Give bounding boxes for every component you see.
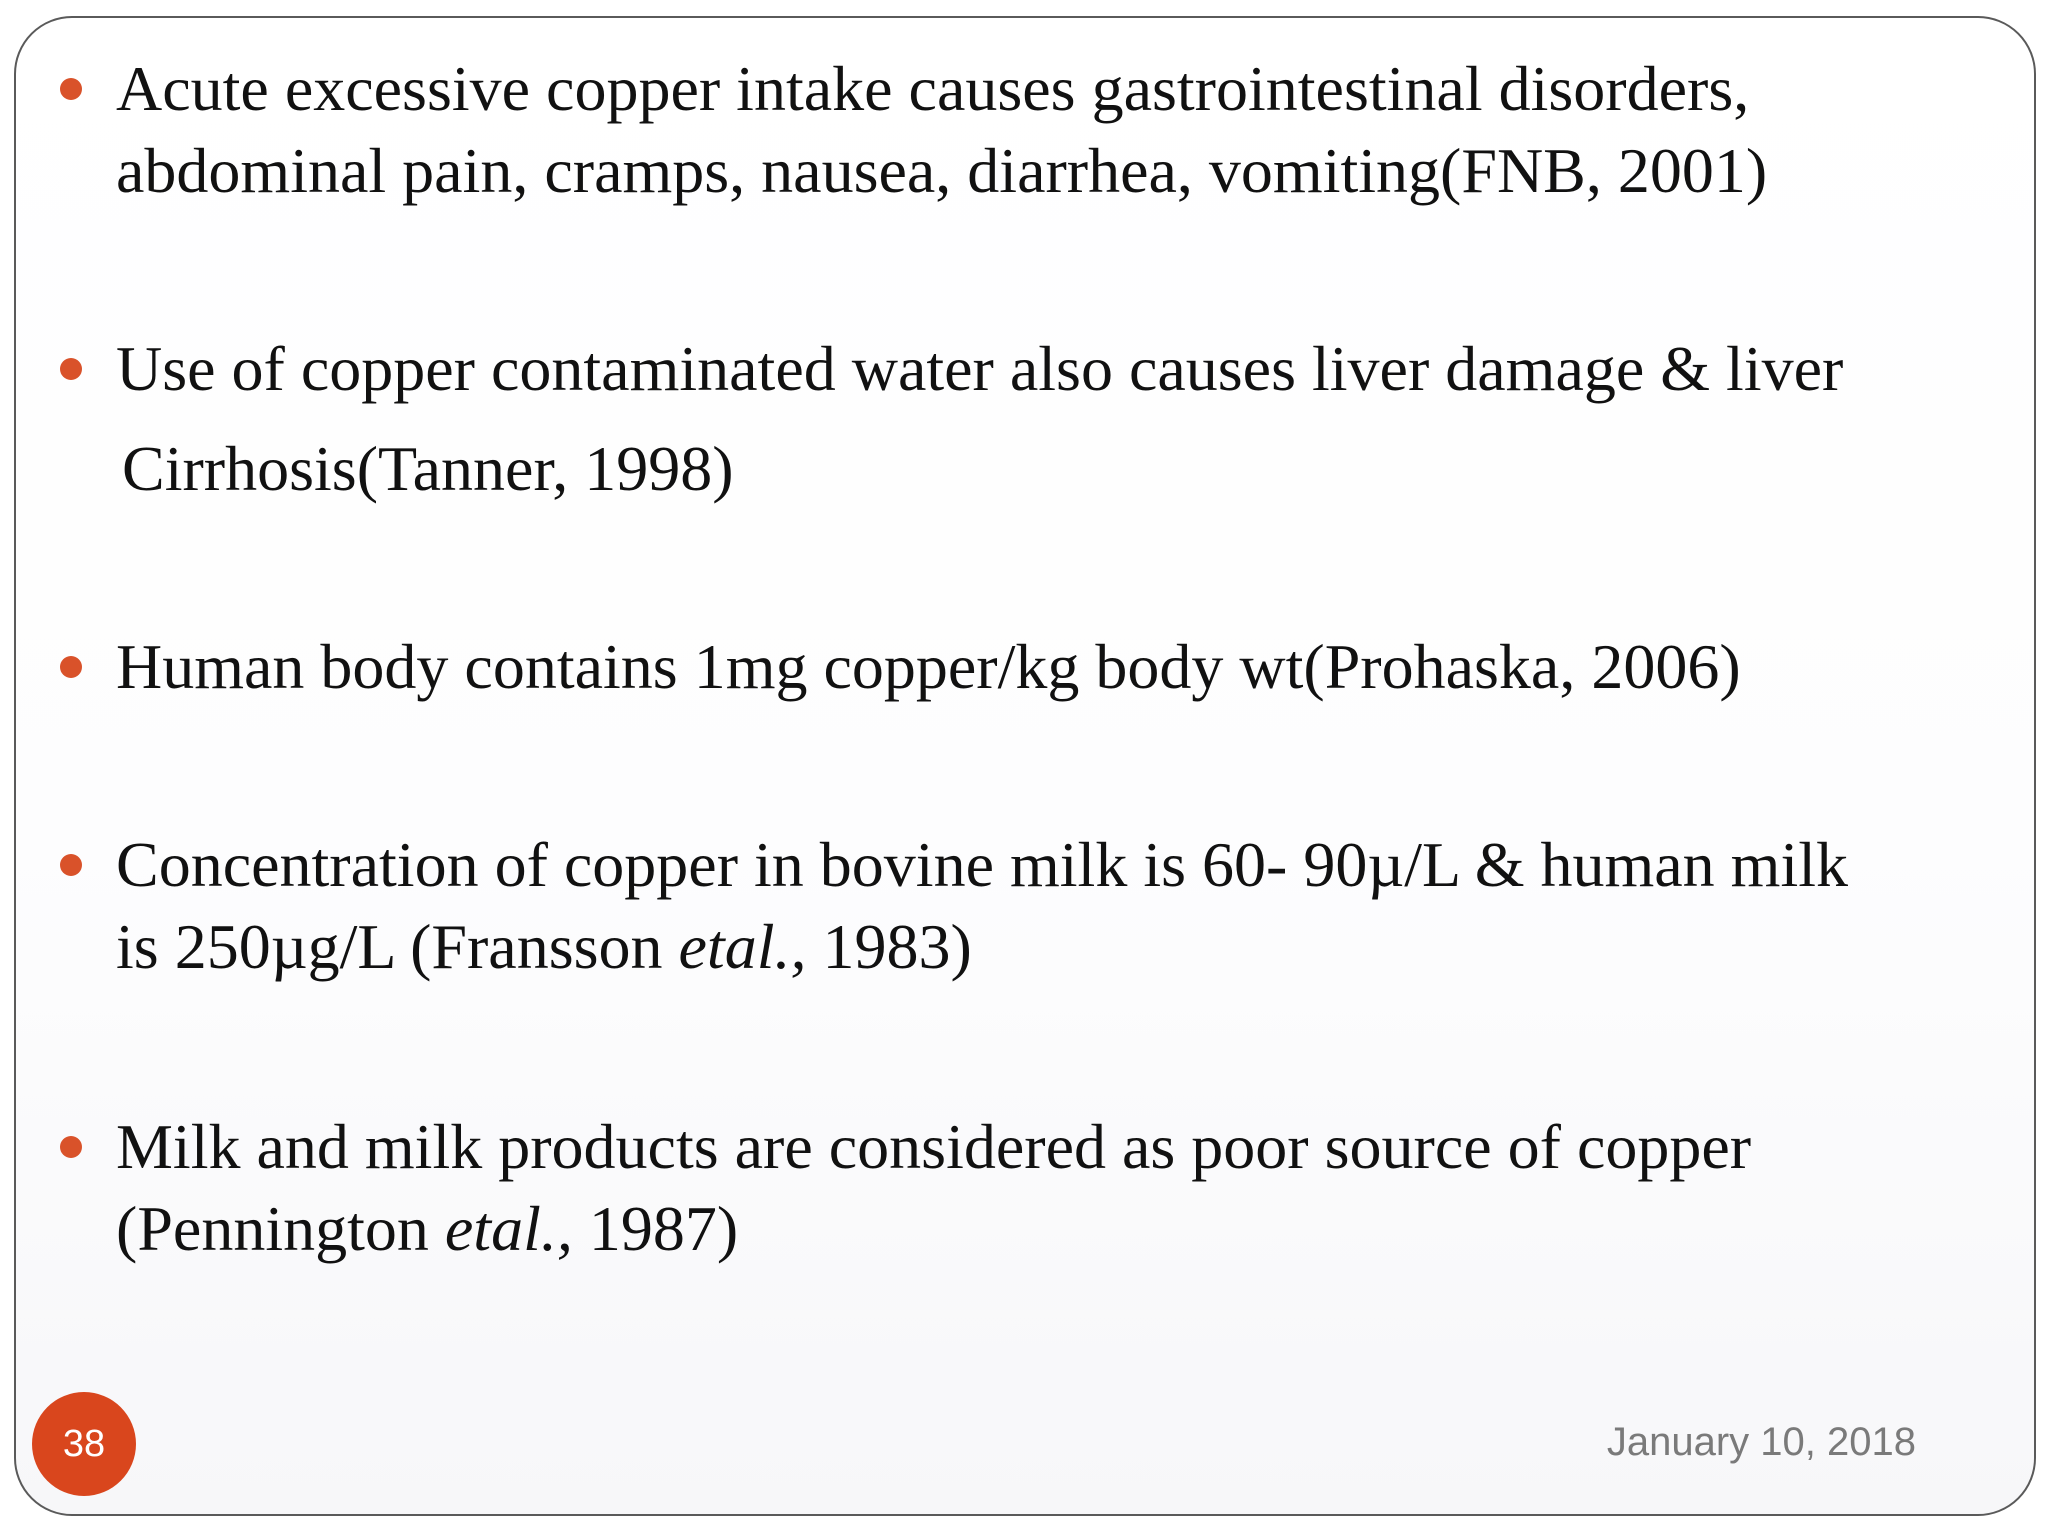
page-number-badge: 38 <box>32 1392 136 1496</box>
citation-italic: etal., <box>444 1193 573 1264</box>
citation-text: (Pennington <box>116 1193 445 1264</box>
bullet-text-line: Human body contains 1mg copper/kg body wt(Prohaska, 2006) <box>116 631 1741 702</box>
bullet-dot-icon <box>60 854 82 876</box>
bullet-dot-icon <box>60 358 82 380</box>
bullet-text-line: Use of copper contaminated water also causes liver damage & liver <box>116 333 1844 404</box>
bullet-dot-icon <box>60 656 82 678</box>
bullet-text-line: Concentration of copper in bovine milk is 60- 90µ/L & human milk <box>116 829 1848 900</box>
bullet-text-line <box>116 906 972 988</box>
bullet-text-line: Milk and milk products are considered as poor source of copper <box>116 1111 1752 1182</box>
citation-year: 1983) <box>806 911 972 982</box>
citation-year: 1987) <box>572 1193 739 1264</box>
slide-date: January 10, 2018 <box>1606 1420 1916 1464</box>
bullet-text-line: Cirrhosis(Tanner, 1998) <box>106 433 734 504</box>
bullet-text-line <box>116 1188 738 1270</box>
bullet-text-line: abdominal pain, cramps, nausea, diarrhea, vomiting(FNB, 2001) <box>116 135 1768 206</box>
citation-text: is 250µg/L (Fransson <box>116 911 679 982</box>
bullet-dot-icon <box>60 1136 82 1158</box>
citation-italic: etal., <box>678 911 807 982</box>
bullet-text-line: Acute excessive copper intake causes gastrointestinal disorders, <box>116 53 1750 124</box>
bullet-dot-icon <box>60 78 82 100</box>
